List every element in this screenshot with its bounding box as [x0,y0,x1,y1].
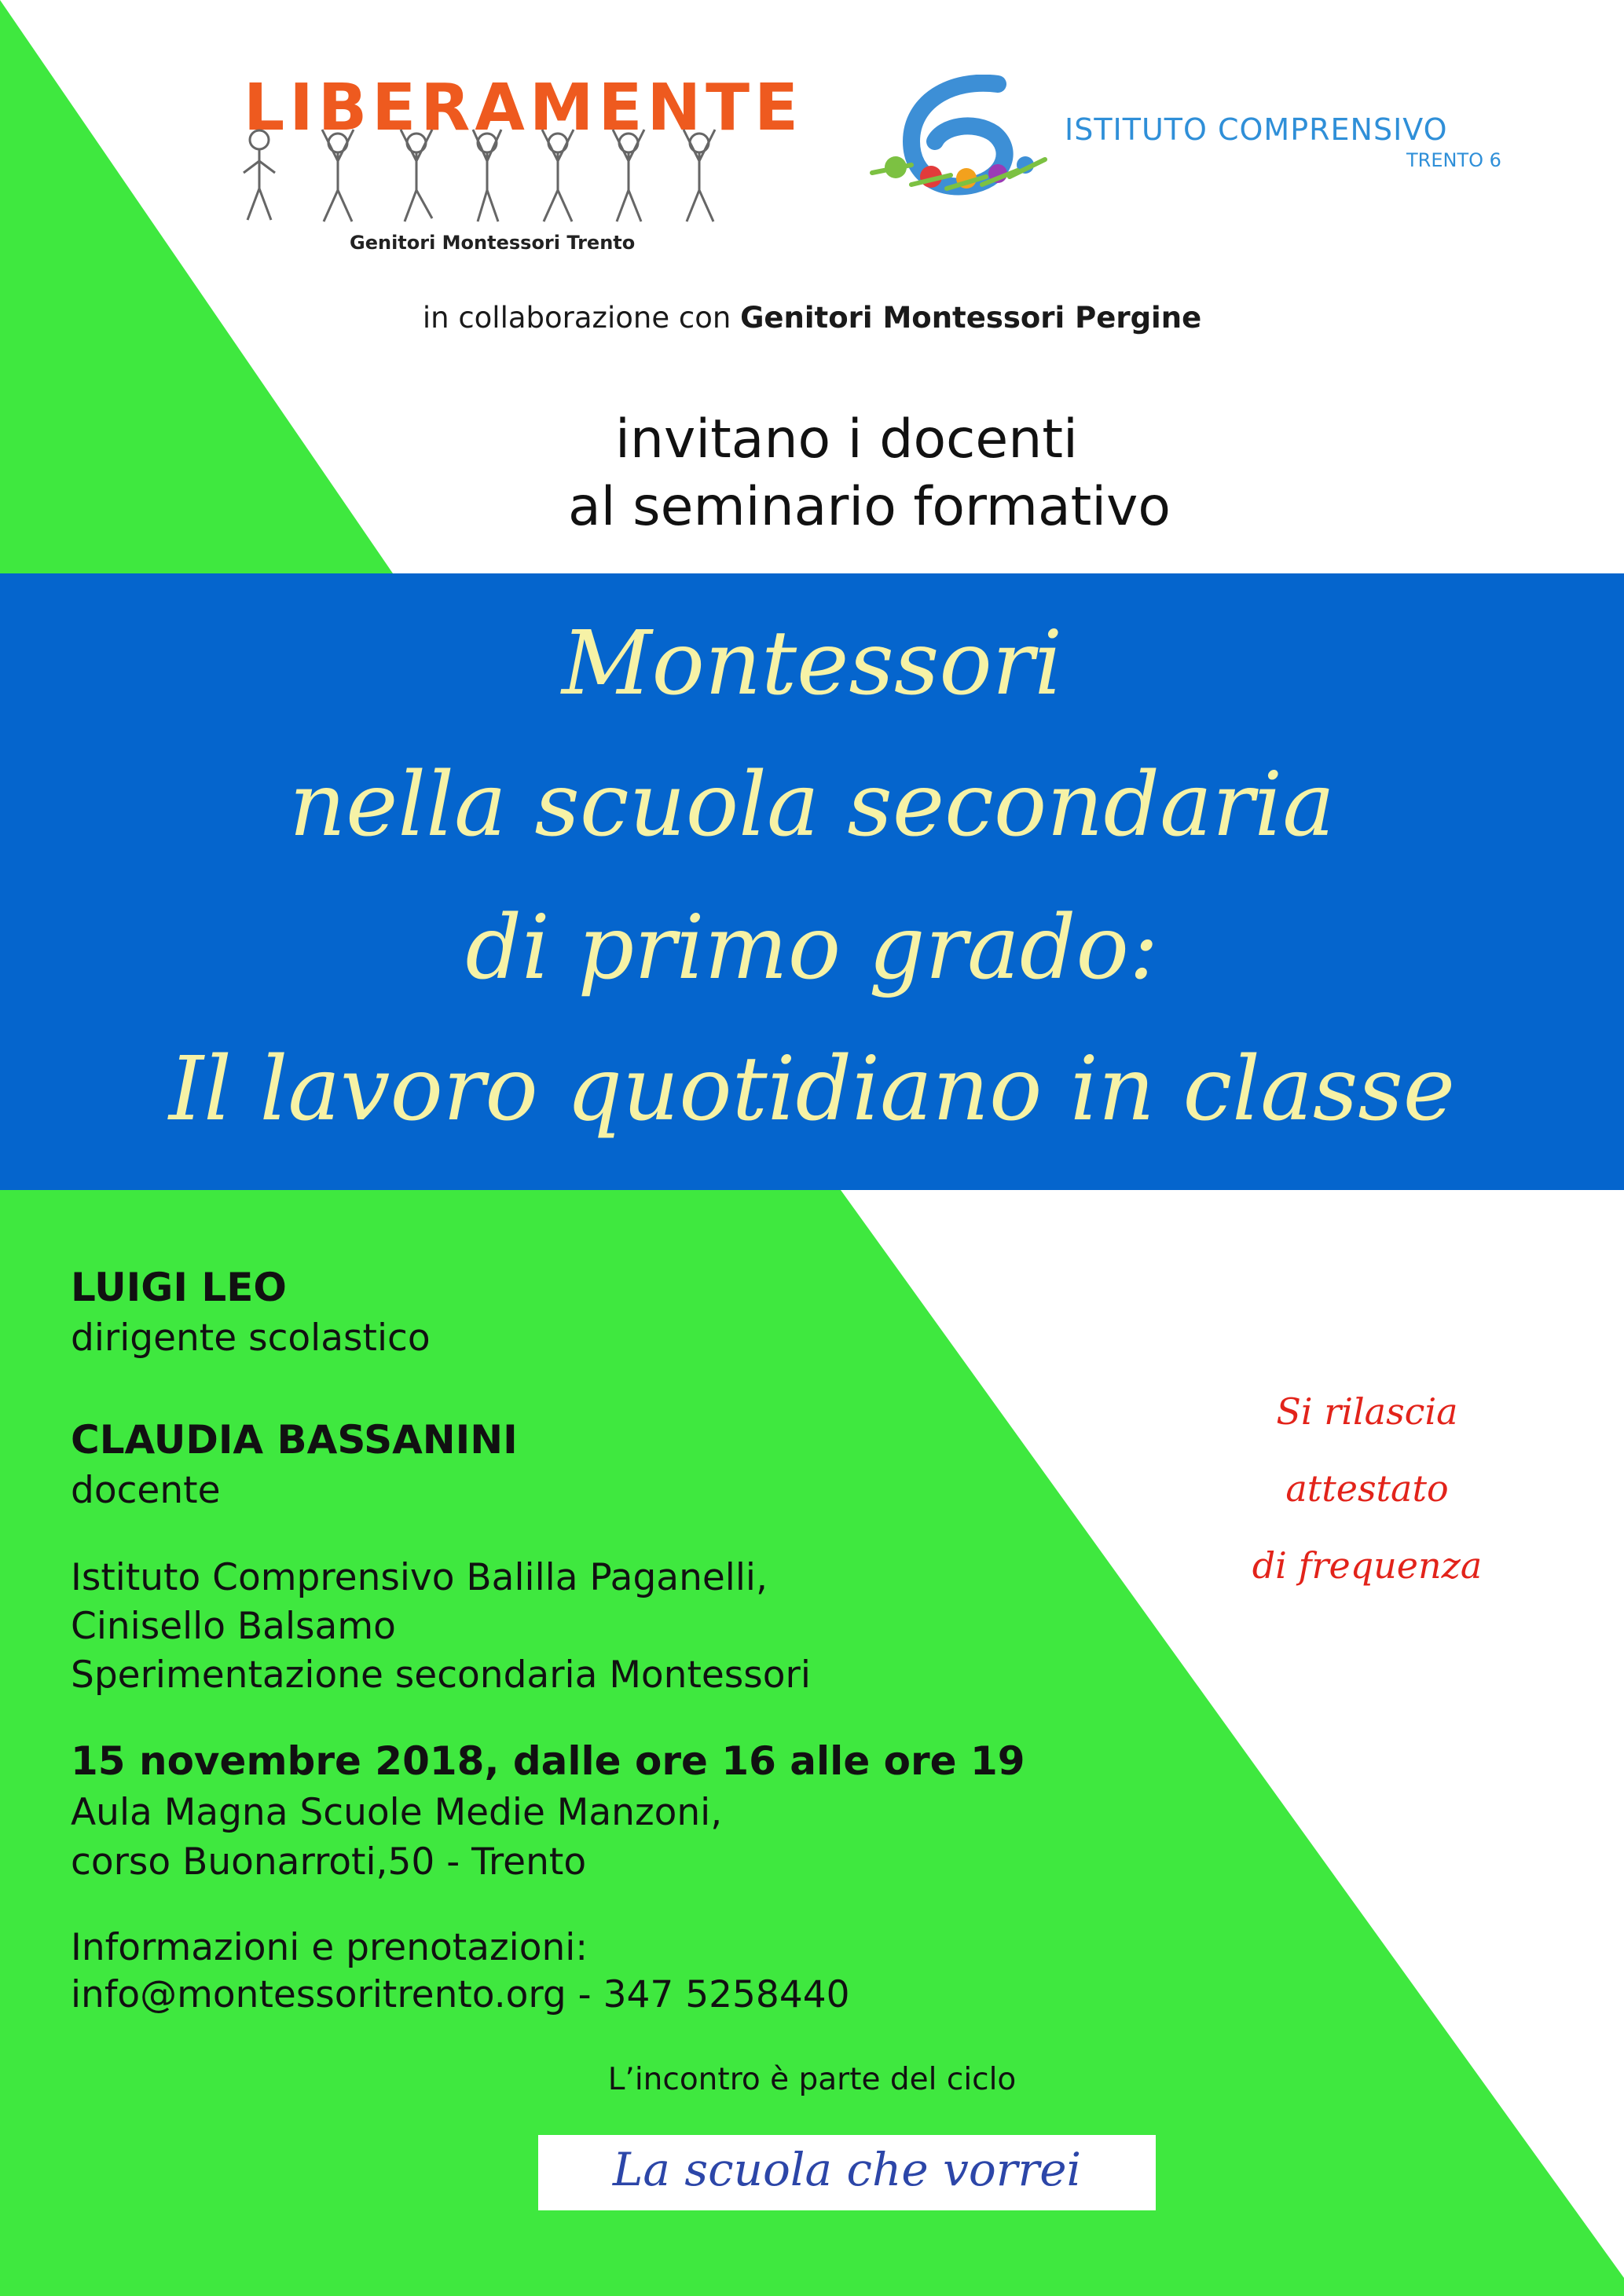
title-line-1: Montessori [561,613,1063,715]
stick-figures-icon [212,126,762,228]
title-line-4: Il lavoro quotidiano in classe [168,1038,1456,1141]
title-line-2: nella scuola secondaria [288,754,1336,856]
attestation-line-3: di frequenza [1252,1544,1483,1587]
affiliation-line-2: Cinisello Balsamo [71,1605,396,1648]
title-band [0,573,1624,1190]
affiliation-line-3: Sperimentazione secondaria Montessori [71,1653,811,1697]
attestation-line-1: Si rilascia [1276,1390,1458,1433]
number-six-logo-icon [864,75,1069,208]
collaboration-line [0,301,1624,335]
info-label: Informazioni e prenotazioni: [71,1926,588,1969]
liberamente-caption: Genitori Montessori Trento [350,232,636,254]
speaker-2-role: docente [71,1469,221,1512]
event-venue-1: Aula Magna Scuole Medie Manzoni, [71,1791,723,1834]
liberamente-logo [189,55,804,254]
invite-line-1: invitano i docenti [615,408,1078,471]
cycle-intro: L’incontro è parte del ciclo [607,2062,1017,2097]
info-contact: info@montessoritrento.org - 347 5258440 [71,1973,850,2016]
event-date: 15 novembre 2018, dalle ore 16 alle ore 19 [71,1738,1025,1784]
cycle-banner [538,2135,1156,2210]
title-line-3: di primo grado: [465,897,1159,999]
attestation-line-2: attestato [1285,1467,1449,1510]
liberamente-wordmark: LIBERAMENTE [244,71,804,145]
cycle-name: La scuola che vorrei [612,2143,1082,2196]
collaboration-partner: Genitori Montessori Pergine [740,301,1202,335]
speaker-1-name: LUIGI LEO [71,1265,287,1310]
speaker-2-name: CLAUDIA BASSANINI [71,1417,518,1463]
invite-line-2: al seminario formativo [568,476,1171,538]
speaker-1-role: dirigente scolastico [71,1316,431,1360]
institute-name: ISTITUTO COMPRENSIVO [1065,112,1448,147]
affiliation-line-1: Istituto Comprensivo Balilla Paganelli, [71,1556,768,1599]
event-venue-2: corso Buonarroti,50 - Trento [71,1840,587,1884]
institute-location: TRENTO 6 [1406,149,1501,171]
collaboration-prefix: in collaborazione con [422,301,731,335]
istituto-comprensivo-logo [864,75,1524,216]
